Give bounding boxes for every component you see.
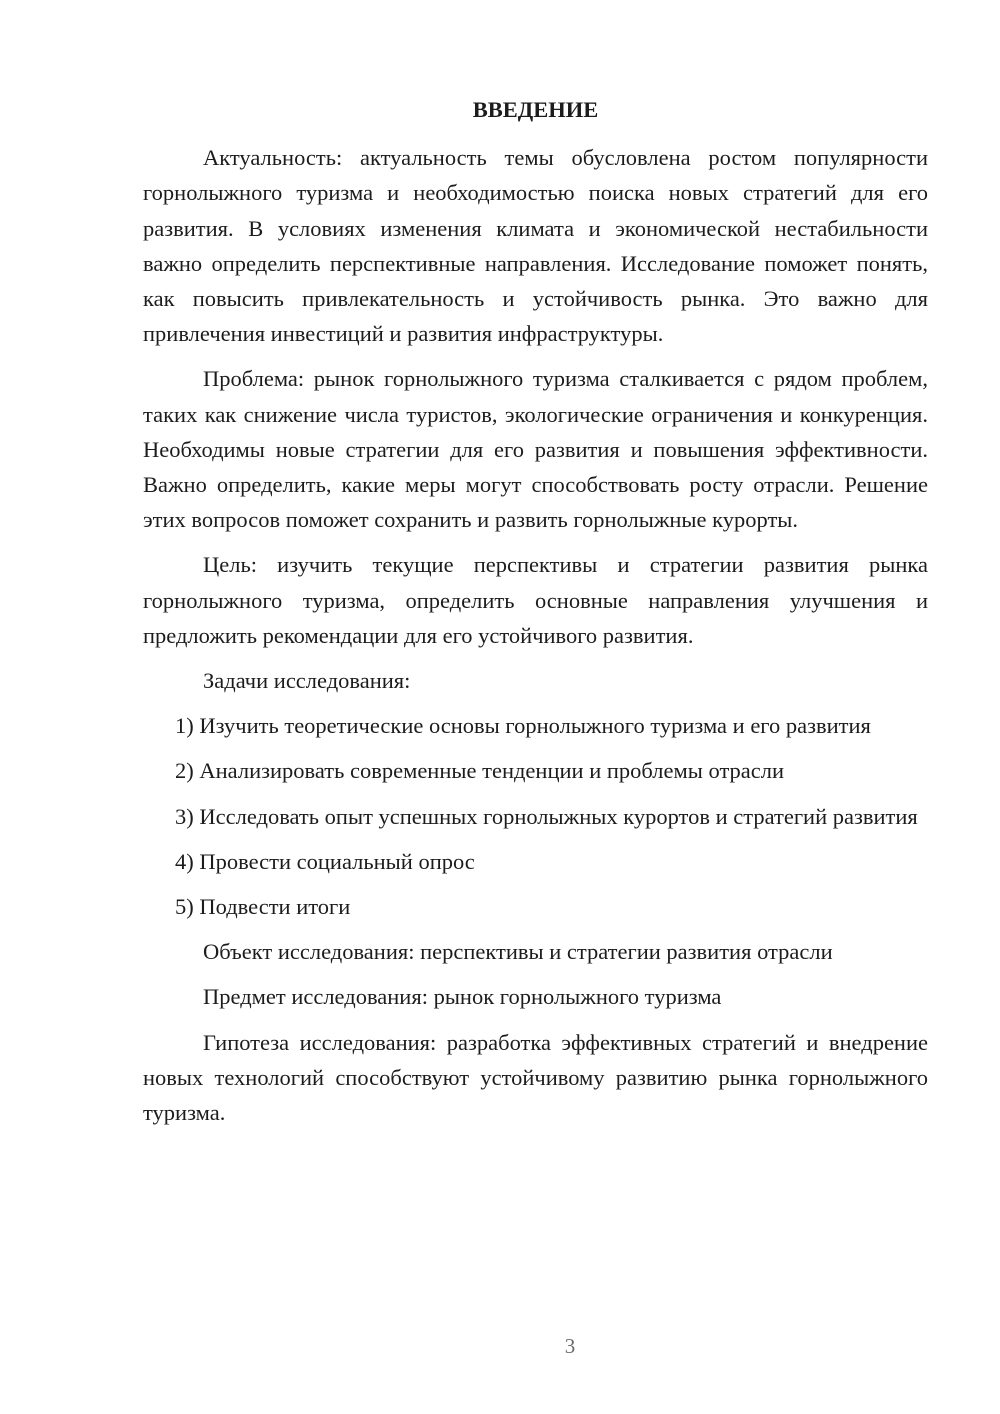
research-object: Объект исследования: перспективы и стратегии развития отрасли: [203, 939, 833, 965]
task-item: 5) Подвести итоги: [175, 894, 351, 920]
section-heading: ВВЕДЕНИЕ: [472, 97, 599, 122]
hypothesis-paragraph: Гипотеза исследования: разработка эффективных стратегий и внедрение новых технологий способствуют устойчивому развитию рынка горнолыжного туризма.: [143, 1029, 928, 1126]
task-item: 3) Исследовать опыт успешных горнолыжных курортов и стратегий развития: [175, 803, 918, 829]
page-number: 3: [564, 1334, 576, 1358]
task-item: 1) Изучить теоретические основы горнолыжного туризма и его развития: [175, 713, 871, 739]
page-content: [143, 92, 928, 1140]
research-subject: Предмет исследования: рынок горнолыжного туризма: [203, 984, 722, 1010]
problem-paragraph: Проблема: рынок горнолыжного туризма сталкивается с рядом проблем, таких как снижение числа туристов, экологические ограничения и конкуренция. Необходимы новые стратегии для его развития и повышения эффективности. Важно определить, какие меры могут способствовать росту отрасли. Решение этих вопросов поможет сохранить и развить горнолыжные курорты.: [143, 366, 928, 533]
goal-paragraph: Цель: изучить текущие перспективы и стратегии развития рынка горнолыжного туризма, определить основные направления улучшения и предложить рекомендации для его устойчивого развития.: [143, 552, 928, 648]
tasks-title: Задачи исследования:: [203, 668, 411, 694]
task-item: 2) Анализировать современные тенденции и проблемы отрасли: [175, 758, 785, 784]
task-item: 4) Провести социальный опрос: [175, 848, 475, 874]
relevance-paragraph: Актуальность: актуальность темы обусловлена ростом популярности горнолыжного туризма и необходимостью поиска новых стратегий для его развития. В условиях изменения климата и экономической нестабильности важно определить перспективные направления. Исследование поможет понять, как повысить привлекательность и устойчивость рынка. Это важно для привлечения инвестиций и развития инфраструктуры.: [143, 145, 928, 347]
